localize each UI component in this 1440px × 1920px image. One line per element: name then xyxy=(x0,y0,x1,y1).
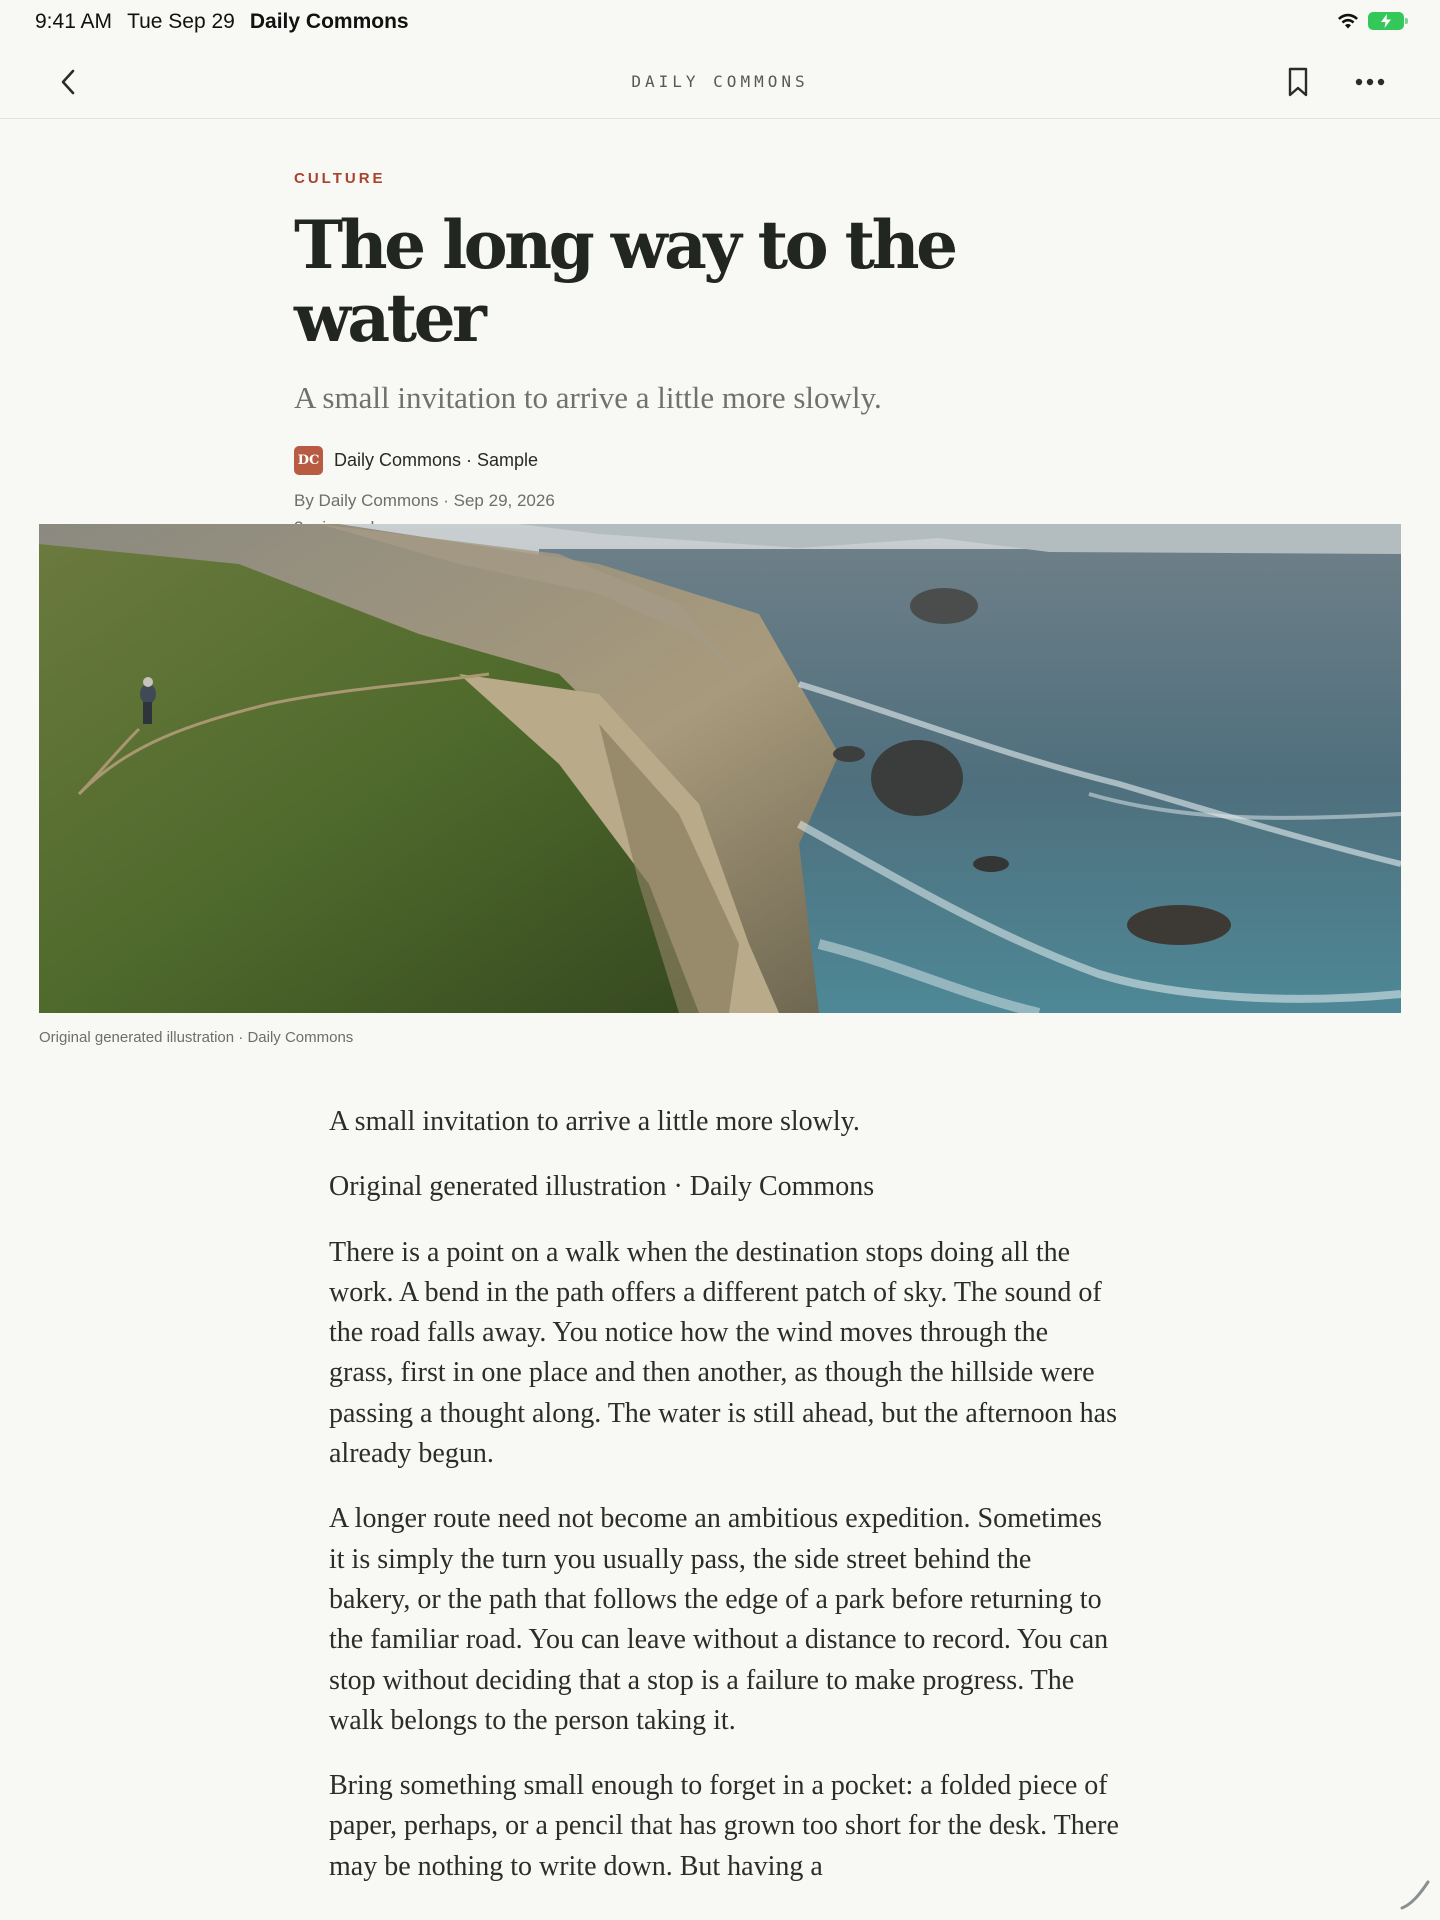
article-body xyxy=(329,1102,1119,1912)
article-dek: A small invitation to arrive a little more slowly. xyxy=(294,380,882,416)
publication-row[interactable] xyxy=(294,446,1154,475)
wifi-icon xyxy=(1336,12,1360,30)
status-time: 9:41 AM xyxy=(35,10,113,33)
status-date: Tue Sep 29 xyxy=(127,10,235,33)
body-paragraph: A longer route need not become an ambitious expedition. Sometimes it is simply the turn you usually pass, the side street behind the bakery, or the path that follows the edge of a park before returning to the familiar road. You can leave without a distance to record. You can stop without deciding that a stop is a failure to make progress. The walk belongs to the person taking it. xyxy=(329,1503,1109,1736)
byline: By Daily Commons · Sep 29, 2026 xyxy=(294,491,555,511)
article-header xyxy=(294,170,1154,541)
more-options-button[interactable] xyxy=(1340,44,1400,119)
hero-caption: Original generated illustration · Daily Commons xyxy=(39,1029,354,1046)
coastal-cliff-illustration xyxy=(39,524,1401,1013)
battery-charging-icon xyxy=(1368,12,1404,30)
publication-title: DAILY COMMONS xyxy=(631,72,809,91)
section-kicker[interactable]: CULTURE xyxy=(294,170,386,187)
hero-image xyxy=(39,524,1401,1013)
pencil-scribble-icon[interactable] xyxy=(1398,1876,1434,1912)
body-paragraph: Original generated illustration · Daily Commons xyxy=(329,1171,875,1203)
status-bar xyxy=(0,0,1440,44)
status-app-name: Daily Commons xyxy=(249,10,409,33)
publication-name: Daily Commons · Sample xyxy=(334,450,539,471)
body-paragraph: There is a point on a walk when the destination stops doing all the work. A bend in the path offers a different patch of sky. The sound of the road falls away. You notice how the wind moves through the grass, first in one place and then another, as though the hillside were passing a thought along. The water is still ahead, but the afternoon has already begun. xyxy=(329,1236,1117,1470)
status-icons xyxy=(1336,12,1404,30)
body-paragraph: Bring something small enough to forget in a pocket: a folded piece of paper, perhaps, or a pencil that has grown too short for the desk. There may be nothing to write down. But having a xyxy=(329,1770,1119,1882)
bookmark-button[interactable] xyxy=(1268,44,1328,119)
more-icon xyxy=(1355,78,1385,86)
top-nav-bar xyxy=(0,44,1440,119)
bookmark-icon xyxy=(1287,67,1309,97)
body-paragraph: A small invitation to arrive a little more slowly. xyxy=(329,1106,860,1137)
article-headline: The long way to the water xyxy=(294,206,955,357)
publication-logo: DC xyxy=(294,446,323,475)
